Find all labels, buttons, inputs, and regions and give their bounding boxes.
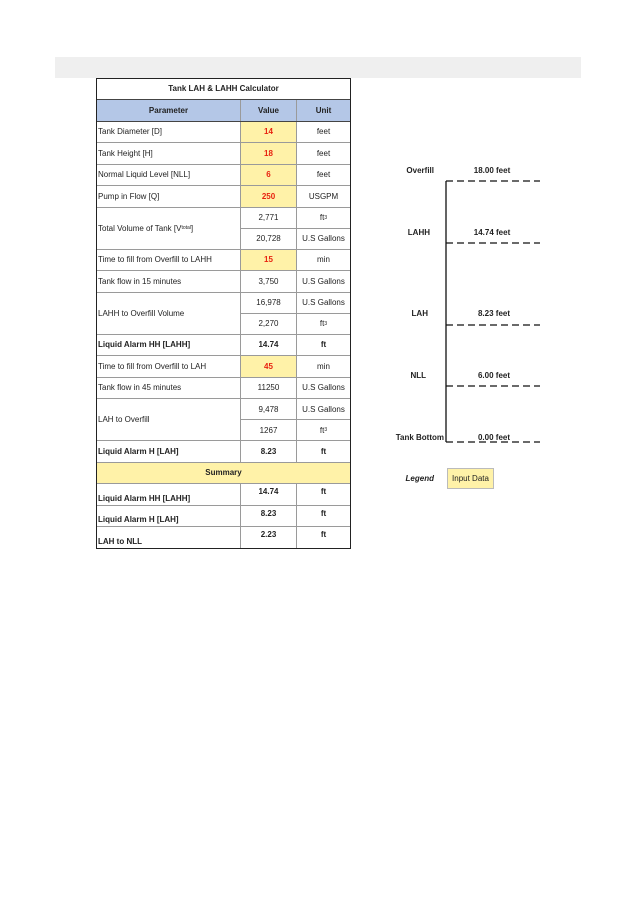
unit-ft: ft: [319, 319, 325, 328]
label-pump: Pump in Flow [Q]: [97, 186, 241, 207]
unit-nll: feet: [316, 170, 331, 180]
level-value-bottom: 0.00 feet: [477, 433, 511, 442]
unit-sup: 3: [324, 214, 328, 221]
label-nll: Normal Liquid Level [NLL]: [97, 165, 241, 186]
summary-value: 8.23: [241, 506, 297, 527]
summary-unit: ft: [320, 487, 327, 496]
level-value-nll: 6.00 feet: [477, 371, 511, 380]
summary-label: Liquid Alarm HH [LAHH]: [97, 484, 241, 505]
unit-lahh: ft: [320, 340, 327, 350]
unit-pump: USGPM: [308, 191, 339, 201]
label-lahh-overfill: LAHH to Overfill Volume: [97, 293, 241, 334]
level-value-lah: 8.23 feet: [477, 309, 511, 318]
value-lahh-overfill-ft3: 2,270: [241, 314, 297, 334]
value-lah: 8.23: [241, 441, 297, 462]
unit-ft: ft: [319, 425, 325, 435]
input-time-lahh[interactable]: 15: [241, 250, 297, 271]
input-diameter[interactable]: 14: [241, 122, 297, 143]
value-lahh-overfill-gal: 16,978: [241, 293, 297, 313]
level-label-lah: LAH: [411, 309, 428, 318]
label-height: Tank Height [H]: [97, 143, 241, 164]
unit-time-lah: min: [317, 361, 330, 371]
label-flow45: Tank flow in 45 minutes: [97, 378, 241, 399]
unit-sup: 3: [324, 427, 328, 433]
label-time-lahh: Time to fill from Overfill to LAHH: [97, 250, 241, 271]
label-total-volume-end: ]: [190, 223, 194, 233]
value-total-volume-ft3: 2,771: [241, 208, 297, 228]
header-unit: Unit: [315, 105, 332, 115]
legend-label: Legend: [405, 474, 434, 483]
summary-unit: ft: [320, 530, 327, 539]
label-time-lah: Time to fill from Overfill to LAH: [97, 356, 241, 377]
level-label-bottom: Tank Bottom: [395, 433, 444, 442]
unit-sup: 3: [324, 320, 328, 327]
unit-lahh-overfill-gal: U.S Gallons: [302, 298, 345, 307]
label-flow15: Tank flow in 15 minutes: [97, 271, 241, 292]
unit-diameter: feet: [316, 127, 331, 137]
unit-flow15: U.S Gallons: [302, 276, 345, 286]
value-lah-overfill-gal: 9,478: [241, 399, 297, 419]
summary-value: 2.23: [241, 527, 297, 548]
unit-lah: ft: [320, 446, 327, 456]
label-lah-overfill: LAH to Overfill: [97, 399, 241, 440]
input-nll[interactable]: 6: [241, 165, 297, 186]
level-label-nll: NLL: [410, 371, 426, 380]
unit-flow45: U.S Gallons: [302, 383, 345, 393]
header-parameter: Parameter: [97, 100, 241, 121]
level-label-lahh: LAHH: [407, 228, 430, 237]
summary-unit: ft: [320, 508, 327, 518]
header-value: Value: [241, 100, 297, 121]
value-flow45: 11250: [241, 378, 297, 399]
input-pump[interactable]: 250: [241, 186, 297, 207]
label-total-volume-text: Total Volume of Tank [V: [98, 223, 182, 233]
table-title: Tank LAH & LAHH Calculator: [97, 79, 350, 100]
value-total-volume-gal: 20,728: [241, 229, 297, 249]
value-lah-overfill-ft3: 1267: [241, 420, 297, 440]
value-lahh: 14.74: [241, 335, 297, 356]
unit-height: feet: [316, 148, 331, 158]
level-value-lahh: 14.74 feet: [473, 228, 511, 237]
legend-input-swatch: Input Data: [447, 468, 494, 489]
unit-total-volume-gal: U.S Gallons: [302, 234, 345, 243]
summary-label: LAH to NLL: [97, 527, 241, 548]
summary-label: Liquid Alarm H [LAH]: [97, 506, 241, 527]
input-time-lah[interactable]: 45: [241, 356, 297, 377]
input-height[interactable]: 18: [241, 143, 297, 164]
unit-time-lahh: min: [317, 255, 330, 265]
unit-lah-overfill-gal: U.S Gallons: [302, 404, 345, 414]
label-total-volume-sub: total: [181, 225, 191, 231]
level-label-overfill: Overfill: [406, 166, 434, 175]
label-lah: Liquid Alarm H [LAH]: [97, 441, 241, 462]
value-flow15: 3,750: [241, 271, 297, 292]
unit-ft: ft: [319, 213, 325, 222]
label-diameter: Tank Diameter [D]: [97, 122, 241, 143]
label-lahh: Liquid Alarm HH [LAHH]: [97, 335, 241, 356]
summary-title: Summary: [97, 463, 350, 485]
level-value-overfill: 18.00 feet: [473, 166, 511, 175]
summary-value: 14.74: [241, 484, 297, 505]
